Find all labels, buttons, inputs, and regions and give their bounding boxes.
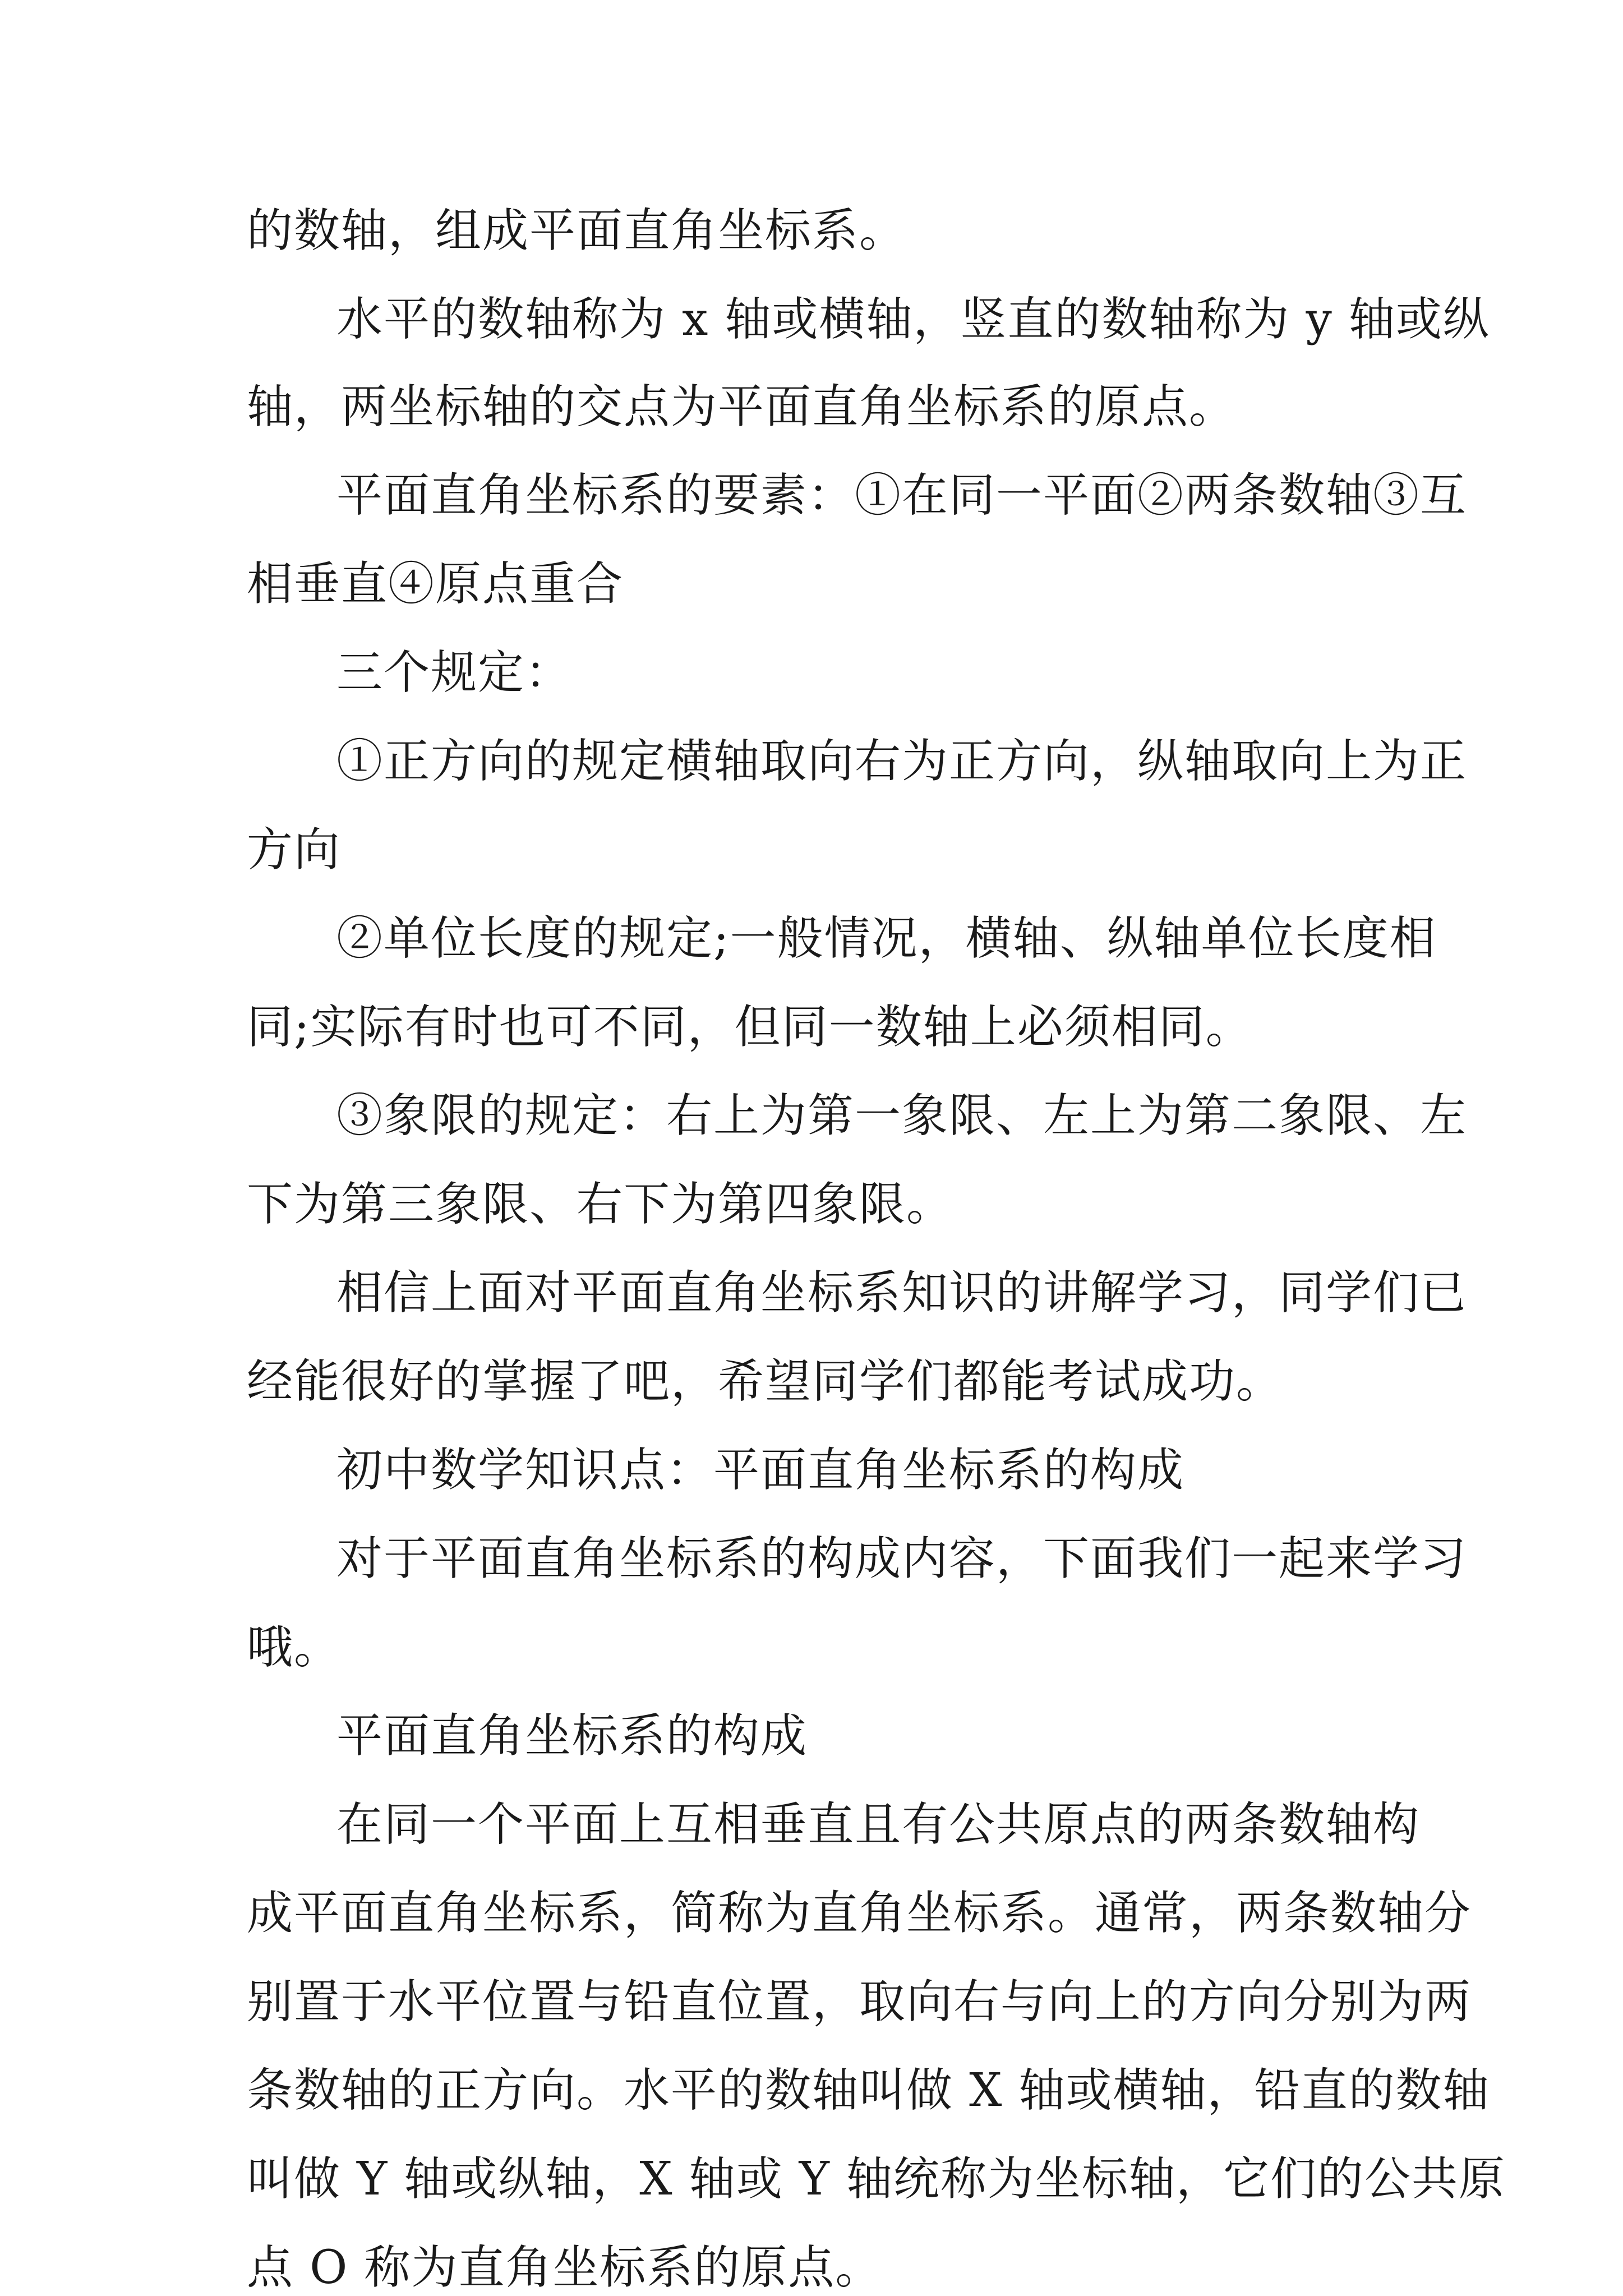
text-line: 叫做 Y 轴或纵轴，X 轴或 Y 轴统称为坐标轴，它们的公共原 [247, 2152, 1506, 2206]
text-line: 方向 [247, 823, 342, 877]
text-line: ②单位长度的规定;一般情况，横轴、纵轴单位长度相 [336, 912, 1437, 965]
text-line: 下为第三象限、右下为第四象限。 [247, 1178, 954, 1231]
text-line: 同;实际有时也可不同，但同一数轴上必须相同。 [247, 1001, 1253, 1054]
text-line: 轴，两坐标轴的交点为平面直角坐标系的原点。 [247, 380, 1237, 434]
text-line: 平面直角坐标系的要素：①在同一平面②两条数轴③互 [336, 469, 1468, 522]
section-heading: 平面直角坐标系的构成 [336, 1709, 808, 1763]
text-line: 成平面直角坐标系，简称为直角坐标系。通常，两条数轴分 [247, 1887, 1472, 1940]
text-line: 在同一个平面上互相垂直且有公共原点的两条数轴构 [336, 1798, 1421, 1851]
text-line: 对于平面直角坐标系的构成内容，下面我们一起来学习 [336, 1532, 1468, 1585]
text-line: 哦。 [247, 1621, 342, 1674]
section-heading: 初中数学知识点：平面直角坐标系的构成 [336, 1444, 1185, 1497]
text-line: 相信上面对平面直角坐标系知识的讲解学习，同学们已 [336, 1266, 1468, 1320]
text-line: ③象限的规定：右上为第一象限、左上为第二象限、左 [336, 1089, 1468, 1142]
text-line: 三个规定： [336, 646, 573, 699]
text-line: 经能很好的掌握了吧，希望同学们都能考试成功。 [247, 1355, 1284, 1408]
text-line: 点 O 称为直角坐标系的原点。 [247, 2241, 883, 2294]
text-line: 水平的数轴称为 x 轴或横轴，竖直的数轴称为 y 轴或纵 [336, 293, 1490, 346]
text-line: 的数轴，组成平面直角坐标系。 [247, 204, 907, 257]
text-line: ①正方向的规定横轴取向右为正方向，纵轴取向上为正 [336, 735, 1468, 788]
text-line: 条数轴的正方向。水平的数轴叫做 X 轴或横轴，铅直的数轴 [247, 2064, 1490, 2117]
text-line: 别置于水平位置与铅直位置，取向右与向上的方向分别为两 [247, 1975, 1472, 2028]
text-line: 相垂直④原点重合 [247, 557, 624, 611]
